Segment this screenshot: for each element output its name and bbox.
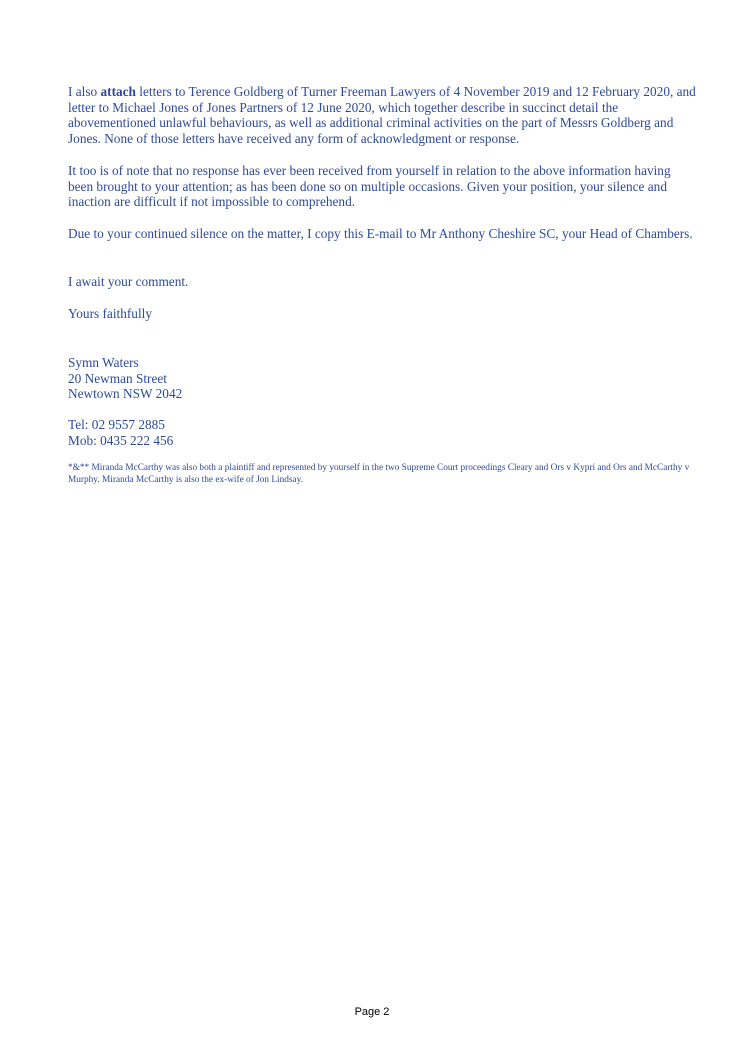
paragraph-no-response: It too is of note that no response has ever been received from yourself in relation to the above information having been brought to your attention; as has been done so on multiple occasions. Given your position, your silence and inaction are difficult if not impossible to comprehend. — [68, 163, 671, 210]
closing-salutation: Yours faithfully — [68, 306, 152, 321]
paragraph-copy-notice: Due to your continued silence on the matter, I copy this E-mail to Mr Anthony Cheshire SC, your Head of Chambers. — [68, 226, 693, 241]
contact-mobile: Mob: 0435 222 456 — [68, 432, 174, 448]
footnote: *&** Miranda McCarthy was also both a plaintiff and represented by yourself in the two Supreme Court proceedings Cleary and Ors v Kypri and Ors and McCarthy v Murphy. Miranda McCarthy is also the ex-wife of Jon Lindsay. — [68, 463, 690, 485]
contact-block — [68, 417, 698, 448]
attach-emphasis: attach — [100, 84, 136, 99]
paragraph-await-comment: I await your comment. — [68, 274, 189, 289]
paragraph-attachments — [68, 84, 698, 146]
contact-telephone: Tel: 02 9557 2885 — [68, 417, 165, 432]
page-number: Page 2 — [354, 1006, 390, 1018]
signature-address-line-1: 20 Newman Street — [68, 370, 167, 386]
signature-name: Symn Waters — [68, 355, 139, 370]
signature-block — [68, 355, 698, 402]
signature-address-line-2: Newtown NSW 2042 — [68, 386, 183, 402]
paragraph-attachments-lead: I also — [68, 84, 101, 99]
paragraph-attachments-rest: letters to Terence Goldberg of Turner Freeman Lawyers of 4 November 2019 and 12 February 2020, and letter to Michael Jones of Jones Partners of 12 June 2020, which together describe in succinct detail the abovementioned unlawful behaviours, as well as additional criminal activities on the part of Messrs Goldberg and Jones. None of those letters have received any form of acknowledgment or response. — [68, 84, 696, 146]
